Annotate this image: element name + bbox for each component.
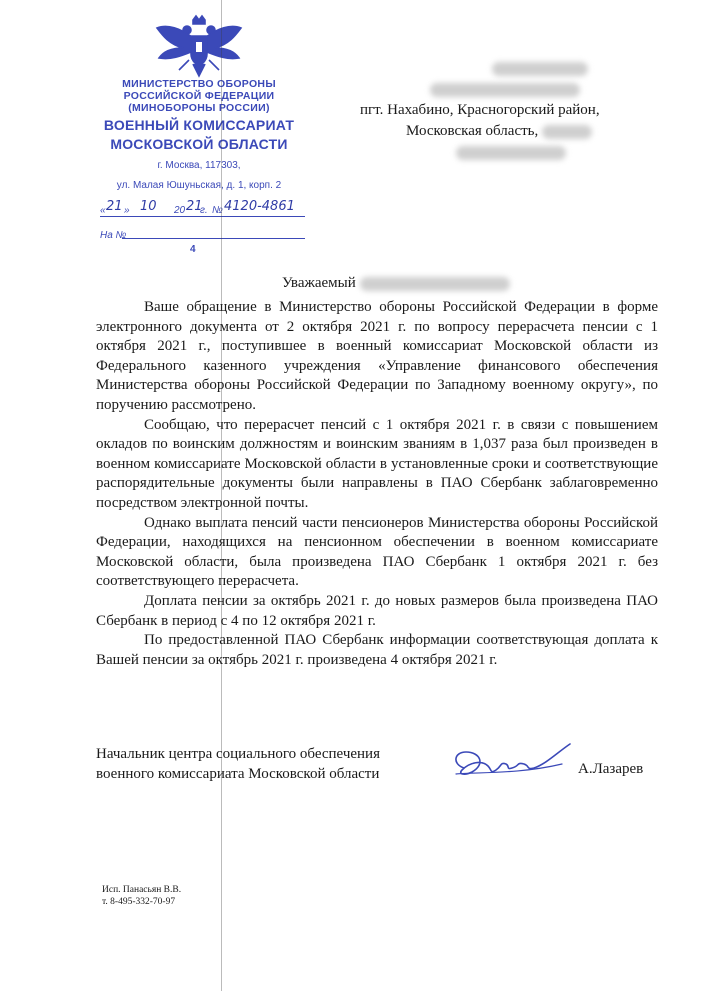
executor-phone: т. 8-495-332-70-97: [102, 897, 176, 907]
commissariat-name-line: ВОЕННЫЙ КОМИССАРИАТ: [103, 117, 295, 133]
recipient-address-line: пгт. Нахабино, Красногорский район,: [360, 102, 600, 118]
signatory-title-line: Начальник центра социального обеспечения: [96, 746, 380, 762]
date-year-prefix: 20: [174, 205, 186, 216]
ministry-stamp: [96, 14, 302, 192]
recipient-block: [360, 58, 660, 163]
recipient-region-text: Московская область,: [406, 123, 542, 139]
date-year-end: г.: [200, 205, 208, 216]
ministry-name-line: МИНИСТЕРСТВО ОБОРОНЫ: [122, 78, 276, 90]
body-paragraph: Сообщаю, что перерасчет пенсий с 1 октября 2021 г. в связи с повышением окладов по воинским должностям и воинским званиям в 1,037 раза был произведен в военном комиссариате Московской области в установленные сроки и соответствующие распорядительные документы были направлены в ПАО Сбербанк заблаговременно посредством электронной почты.: [96, 416, 658, 511]
ministry-address-line: г. Москва, 117303,: [157, 160, 241, 171]
double-headed-eagle-emblem-icon: [153, 14, 245, 78]
reference-underline: [122, 238, 305, 239]
signatory-title: [96, 744, 380, 784]
letter-body: [96, 298, 658, 670]
reference-label: На №: [100, 230, 127, 241]
signatory-name: А.Лазарев: [578, 761, 644, 777]
body-paragraph: По предоставленной ПАО Сбербанк информации соответствующая доплата к Вашей пенсии за октябрь 2021 г. произведена 4 октября 2021 г.: [96, 632, 658, 668]
number-label: №: [212, 205, 223, 216]
recipient-street-redacted: [360, 79, 660, 100]
salutation: [282, 275, 510, 292]
recipient-name-redacted: [360, 58, 660, 79]
body-paragraph: Однако выплата пенсий части пенсионеров Министерства обороны Российской Федерации, находящихся на пенсионном обеспечении в военном комиссариате Московской области, была произведена ПАО Сбербанк 1 октября 2021 г. без соответствующего перерасчета.: [96, 514, 658, 590]
executor-name: Исп. Панасьян В.В.: [102, 885, 182, 895]
scan-fold-line: [221, 0, 222, 991]
ministry-name-line: РОССИЙСКОЙ ФЕДЕРАЦИИ: [123, 90, 275, 102]
signatory-title-line: военного комиссариата Московской области: [96, 766, 380, 782]
date-open-quote: «: [100, 205, 106, 216]
redaction-blur: [430, 83, 580, 97]
date-underline: [100, 216, 305, 217]
date-day: 21: [106, 199, 123, 214]
redaction-blur: [360, 277, 510, 291]
redaction-blur: [456, 146, 566, 160]
recipient-extra-redacted: [360, 142, 660, 163]
redaction-blur: [542, 125, 592, 139]
date-year-suffix: 21: [186, 199, 203, 214]
executor-info: [102, 884, 181, 908]
handwritten-signature-icon: [450, 738, 574, 784]
ministry-name-line: (МИНОБОРОНЫ РОССИИ): [128, 102, 270, 114]
recipient-region-line: [360, 121, 660, 142]
date-close-quote: »: [124, 205, 130, 216]
body-paragraph: Доплата пенсии за октябрь 2021 г. до новых размеров была произведена ПАО Сбербанк в период с 4 по 12 октября 2021 г.: [96, 592, 658, 629]
commissariat-name-line: МОСКОВСКОЙ ОБЛАСТИ: [110, 136, 288, 152]
salutation-text: Уважаемый: [282, 275, 360, 291]
body-paragraph: Ваше обращение в Министерство обороны Российской Федерации в форме электронного документа от 2 октября 2021 г. по вопросу перерасчета пенсии с 1 октября 2021 г., поступившее в военный комиссариат Московской области из Федерального казенного учреждения «Управление финансового обеспечения Министерства обороны Российской Федерации по Западному военному округу», по поручению рассмотрено.: [96, 299, 658, 413]
date-month: 10: [140, 199, 157, 214]
outgoing-number: 4120-4861: [224, 199, 295, 214]
ministry-address-line: ул. Малая Юшуньская, д. 1, корп. 2: [116, 180, 282, 191]
redaction-blur: [492, 62, 588, 76]
reference-line: [100, 226, 310, 256]
outgoing-date-line: [100, 199, 310, 221]
reference-number: 4: [190, 244, 196, 255]
